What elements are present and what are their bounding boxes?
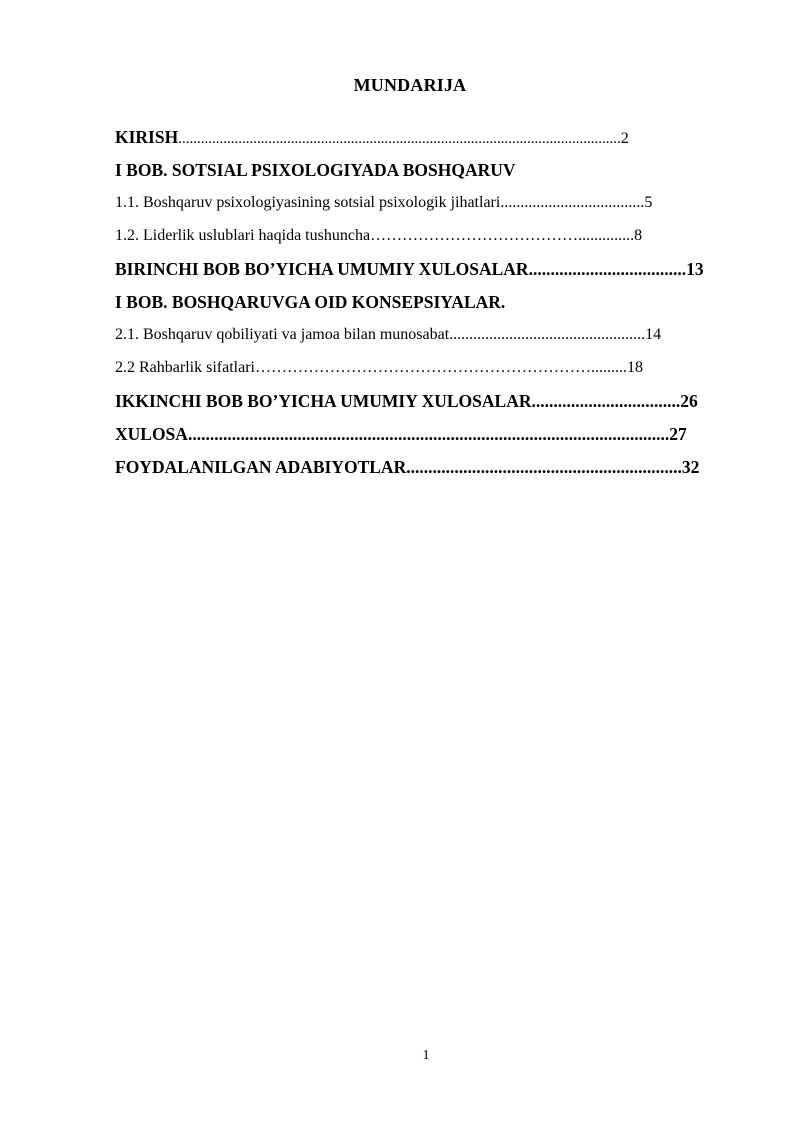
toc-entry-text: 2.1. Boshqaruv qobiliyati va jamoa bilan munosabat bbox=[115, 326, 450, 343]
toc-entry-1-1[interactable] bbox=[115, 190, 652, 216]
toc-page-number: 18 bbox=[626, 359, 643, 376]
page-title: MUNDARIJA bbox=[353, 75, 467, 95]
toc-page-number: 5 bbox=[644, 194, 653, 211]
toc-heading-chapter-1[interactable] bbox=[115, 157, 516, 183]
toc-entry-text: I BOB. SOTSIAL PSIXOLOGIYADA BOSHQARUV bbox=[115, 160, 516, 180]
toc-leader: .................................. bbox=[531, 391, 681, 411]
toc-entry-text: IKKINCHI BOB BO’YICHA UMUMIY XULOSALAR bbox=[115, 391, 532, 411]
toc-leader: ............................................................... bbox=[406, 457, 682, 477]
toc-leader: .................................... bbox=[500, 194, 645, 211]
toc-entry-2-2[interactable] bbox=[115, 355, 643, 381]
toc-leader: .............................................................................................................. bbox=[187, 424, 670, 444]
toc-page-number: 32 bbox=[681, 457, 700, 477]
toc-heading-chapter-2[interactable] bbox=[115, 289, 505, 315]
toc-entry-xulosa[interactable] bbox=[115, 421, 687, 447]
toc-entry-text: KIRISH bbox=[115, 127, 179, 147]
toc-page-number: 8 bbox=[634, 227, 643, 244]
toc-page-number: 13 bbox=[686, 259, 704, 279]
toc-entry-1-2[interactable] bbox=[115, 223, 642, 249]
toc-page-number: 26 bbox=[680, 391, 698, 411]
toc-entry-text: 1.2. Liderlik uslublari haqida tushuncha bbox=[115, 227, 371, 244]
toc-leader: .................................... bbox=[528, 259, 687, 279]
toc-page-number: 14 bbox=[645, 326, 662, 343]
toc-entry-text: FOYDALANILGAN ADABIYOTLAR bbox=[115, 457, 407, 477]
toc-entry-text: 2.2 Rahbarlik sifatlari bbox=[115, 359, 255, 376]
page-number: 1 bbox=[422, 1048, 430, 1063]
toc-entry-2-1[interactable] bbox=[115, 322, 661, 348]
toc-entry-text: XULOSA bbox=[115, 424, 188, 444]
toc-leader: ………………………………….............. bbox=[370, 227, 635, 244]
toc-entry-text: I BOB. BOSHQARUVGA OID KONSEPSIYALAR. bbox=[115, 292, 506, 312]
toc-page-number: 27 bbox=[669, 424, 687, 444]
toc-entry-chapter-1-summary[interactable] bbox=[115, 256, 704, 282]
toc-leader: ................................................. bbox=[449, 326, 646, 343]
toc-entry-text: 1.1. Boshqaruv psixologiyasining sotsial psixologik jihatlari bbox=[115, 194, 501, 211]
toc-entry-foydalanilgan-adabiyotlar[interactable] bbox=[115, 454, 699, 480]
toc-leader: ………………………………………………………......... bbox=[254, 359, 627, 376]
toc-entry-text: BIRINCHI BOB BO’YICHA UMUMIY XULOSALAR bbox=[115, 259, 529, 279]
toc-leader: ...................................................................................................................... bbox=[178, 131, 621, 147]
toc-page-number: 2 bbox=[620, 130, 629, 147]
toc-entry-chapter-2-summary[interactable] bbox=[115, 388, 698, 414]
toc-entry-kirish[interactable] bbox=[115, 124, 629, 150]
